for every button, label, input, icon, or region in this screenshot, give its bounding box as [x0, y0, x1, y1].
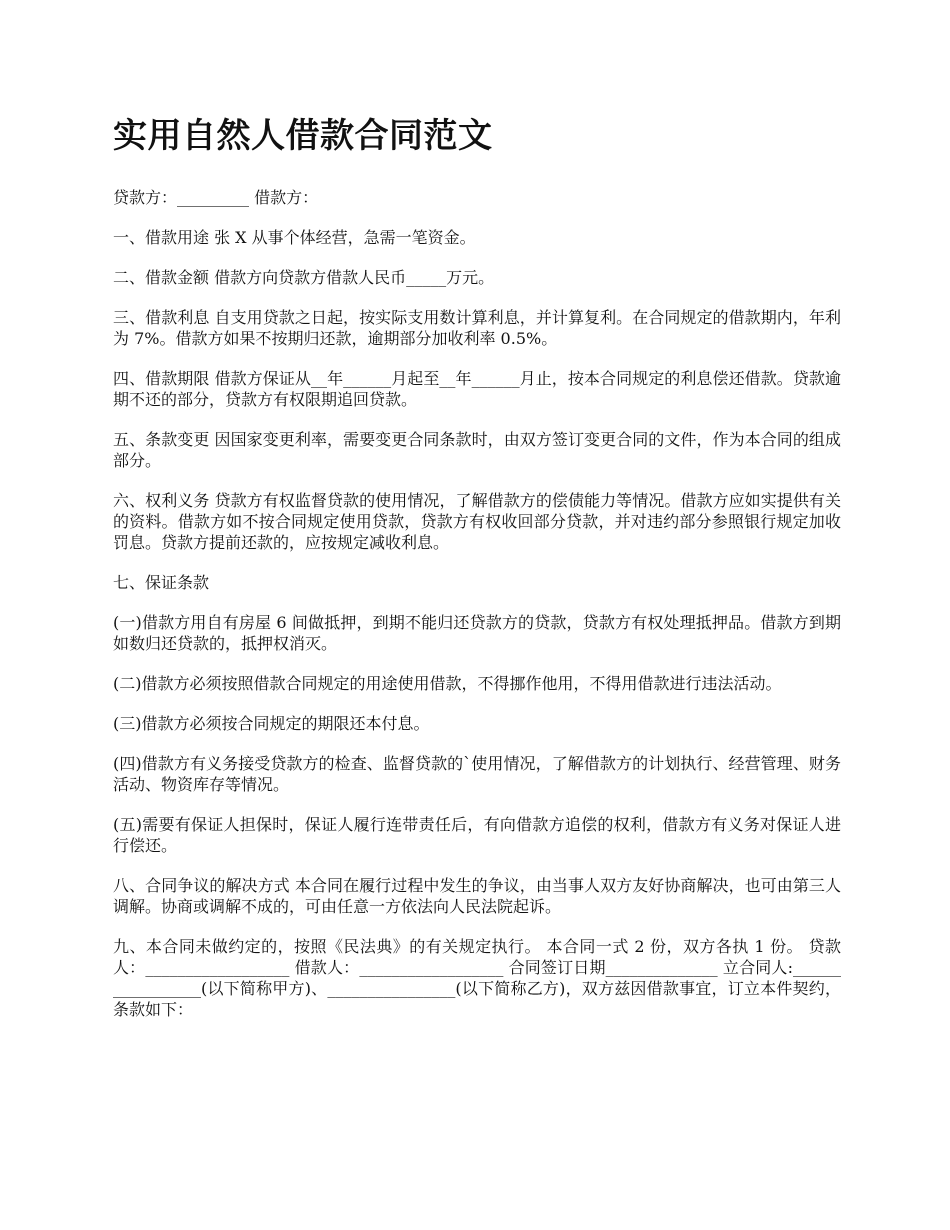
paragraph-loan-interest: 三、借款利息 自支用贷款之日起，按实际支用数计算利息，并计算复利。在合同规定的借款期内，年利为 7%。借款方如果不按期归还款，逾期部分加收利率 0.5%。 — [113, 308, 841, 348]
paragraph-final-clauses: 九、本合同未做约定的，按照《民法典》的有关规定执行。 本合同一式 2 份，双方各执 1 份。 贷款人：__________________ 借款人：__________________ 合同签订日期______________ 立合同人:_________________(以下简称甲方)、________________(以下简称乙方)，双方兹因借款事宜，订立本件契约，条款如下： — [113, 937, 841, 1019]
document-page — [113, 112, 841, 1039]
paragraph-guarantee-3: (三)借款方必须按合同规定的期限还本付息。 — [113, 714, 430, 733]
paragraph-guarantee-heading: 七、保证条款 — [113, 573, 210, 592]
paragraph-guarantee-2: (二)借款方必须按照借款合同规定的用途使用借款，不得挪作他用，不得用借款进行违法活动。 — [113, 674, 782, 693]
document-title: 实用自然人借款合同范文 — [113, 116, 493, 156]
paragraph-guarantee-4: (四)借款方有义务接受贷款方的检查、监督贷款的`使用情况，了解借款方的计划执行、经营管理、财务活动、物资库存等情况。 — [113, 754, 841, 794]
paragraph-terms-change: 五、条款变更 因国家变更利率，需要变更合同条款时，由双方签订变更合同的文件，作为本合同的组成部分。 — [113, 430, 841, 470]
paragraph-loan-purpose: 一、借款用途 张 X 从事个体经营，急需一笔资金。 — [113, 228, 476, 247]
paragraph-loan-term: 四、借款期限 借款方保证从__年______月起至__年______月止，按本合同规定的利息偿还借款。贷款逾期不还的部分，贷款方有权限期追回贷款。 — [113, 369, 841, 409]
paragraph-dispute-resolution: 八、合同争议的解决方式 本合同在履行过程中发生的争议，由当事人双方友好协商解决，也可由第三人调解。协商或调解不成的，可由任意一方依法向人民法院起诉。 — [113, 876, 841, 916]
paragraph-guarantee-1: (一)借款方用自有房屋 6 间做抵押，到期不能归还贷款方的贷款，贷款方有权处理抵押品。借款方到期如数归还贷款的，抵押权消灭。 — [113, 613, 841, 653]
paragraph-loan-amount: 二、借款金额 借款方向贷款方借款人民币_____万元。 — [113, 268, 495, 287]
paragraph-parties: 贷款方：_________ 借款方： — [113, 188, 319, 207]
paragraph-guarantee-5: (五)需要有保证人担保时，保证人履行连带责任后，有向借款方追偿的权利，借款方有义务对保证人进行偿还。 — [113, 815, 841, 855]
paragraph-rights-obligations: 六、权利义务 贷款方有权监督贷款的使用情况，了解借款方的偿债能力等情况。借款方应如实提供有关的资料。借款方如不按合同规定使用贷款，贷款方有权收回部分贷款，并对违约部分参照银行规定加收罚息。贷款方提前还款的，应按规定减收利息。 — [113, 491, 841, 552]
